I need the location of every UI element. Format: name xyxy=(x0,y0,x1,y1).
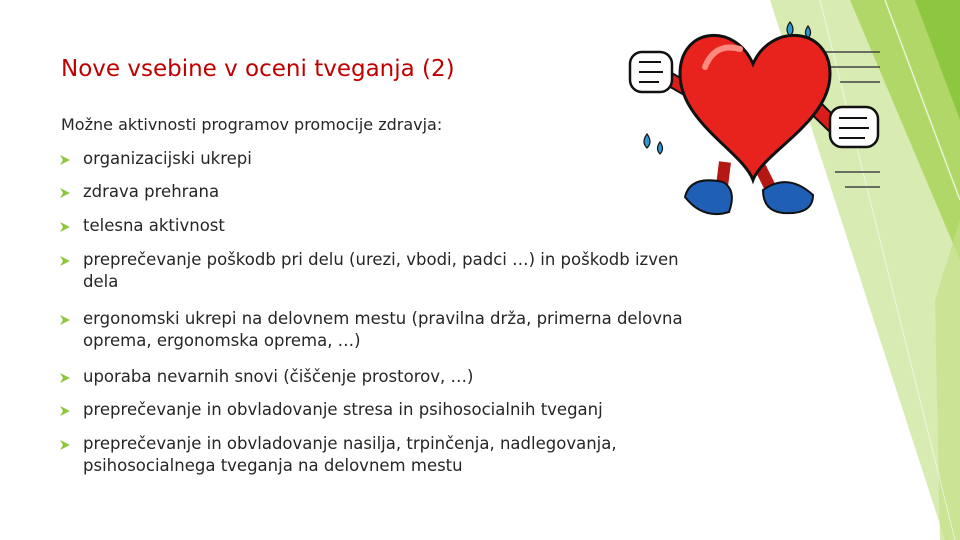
list-item xyxy=(59,148,252,170)
list-item-text: ergonomski ukrepi na delovnem mestu (pravilna drža, primerna delovna oprema, ergonomska oprema, …) xyxy=(83,309,683,350)
list-item xyxy=(59,366,473,388)
intro-text: Možne aktivnosti programov promocije zdravja: xyxy=(61,115,443,134)
running-heart-icon xyxy=(625,12,885,227)
diamond-arrow-icon xyxy=(59,372,71,384)
list-item xyxy=(59,215,225,237)
list-item-text: uporaba nevarnih snovi (čiščenje prostorov, …) xyxy=(83,367,474,386)
diamond-arrow-icon xyxy=(59,187,71,199)
slide-title: Nove vsebine v oceni tveganja (2) xyxy=(61,56,455,82)
list-item xyxy=(59,308,719,352)
list-item-text: preprečevanje poškodb pri delu (urezi, vbodi, padci …) in poškodb izven dela xyxy=(83,250,679,291)
diamond-arrow-icon xyxy=(59,314,71,326)
list-item xyxy=(59,181,219,203)
list-item xyxy=(59,249,719,293)
diamond-arrow-icon xyxy=(59,439,71,451)
list-item-text: preprečevanje in obvladovanje stresa in psihosocialnih tveganj xyxy=(83,400,603,419)
diamond-arrow-icon xyxy=(59,255,71,267)
list-item xyxy=(59,399,603,421)
list-item-text: preprečevanje in obvladovanje nasilja, trpinčenja, nadlegovanja, psihosocialnega tveganja na delovnem mestu xyxy=(83,434,617,475)
list-item-text: zdrava prehrana xyxy=(83,182,220,201)
list-item-text: organizacijski ukrepi xyxy=(83,149,252,168)
list-item-text: telesna aktivnost xyxy=(83,216,225,235)
diamond-arrow-icon xyxy=(59,154,71,166)
list-item xyxy=(59,433,719,477)
diamond-arrow-icon xyxy=(59,221,71,233)
diamond-arrow-icon xyxy=(59,405,71,417)
